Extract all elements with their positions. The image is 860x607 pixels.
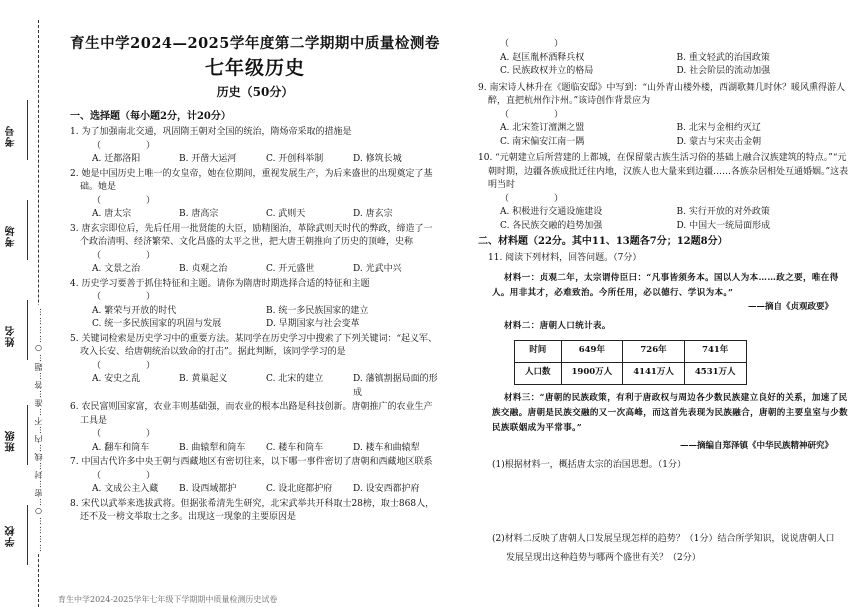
question-text: 9. 南宋诗人林升在《题临安邸》中写到：“山外青山楼外楼，西湖歌舞几时休？暖风熏得游人醉，直把杭州作汴州。”该诗创作背景应为 <box>478 82 846 106</box>
field-school: 学校 <box>6 525 17 547</box>
question-text: 2. 她是中国历史上唯一的女皇帝，她在位期间，重视发展生产，为后来盛世的出现奠定了基础。她是 <box>70 168 433 192</box>
answer-blank: （ ） <box>92 360 156 371</box>
question-6 <box>70 401 440 455</box>
option: D. 耧车和曲辕犁 <box>353 442 420 453</box>
material-one: 材料一：贞观二年，太宗谓侍臣曰：“凡事皆须务本。国以人为本……政之要，唯在得人。用非其才，必难致治。今所任用，必以德行、学识为本。” <box>492 273 839 298</box>
option: D. 蒙古与宋夹击金朝 <box>676 136 762 147</box>
option: B. 统一多民族国家的建立 <box>266 305 369 316</box>
field-line <box>27 300 28 360</box>
option: B. 设西域都护 <box>179 484 237 494</box>
sub-question-2-continued: 发展呈现出这种趋势与哪两个盛世有关？（2分） <box>506 553 701 563</box>
question-text: 6. 农民富则国家富，农业丰则基础强，而农业的根本出路是科技创新。唐朝推广的农业生产工具是 <box>70 402 433 426</box>
option: A. 文成公主入藏 <box>92 484 159 494</box>
table-cell: 4141万人 <box>623 362 685 384</box>
question-4 <box>70 278 440 332</box>
answer-blank: （ ） <box>500 39 564 49</box>
option: D. 中国大一统局面形成 <box>676 220 771 231</box>
material-three-source: ——摘编自郑泽镇《中华民族精神研究》 <box>679 440 833 451</box>
option: A. 文景之治 <box>92 264 141 274</box>
question-text: 4. 历史学习要善于抓住特征和主题。请你为隋唐时期选择合适的特征和主题 <box>70 278 370 289</box>
option: B. 贞观之治 <box>179 264 228 274</box>
option: C. 耧车和筒车 <box>266 442 324 453</box>
options-row <box>70 442 440 456</box>
option: B. 北宋与金相约灭辽 <box>676 123 761 133</box>
field-exam-number: 考号 <box>6 125 17 147</box>
section-choice-heading: 一、选择题（每小题2分，计20分） <box>70 110 231 122</box>
answer-blank: （ ） <box>92 429 156 439</box>
options-row <box>478 122 853 149</box>
sub-question-1: (1)根据材料一，概括唐太宗的治国思想。（1分） <box>492 460 686 470</box>
left-column <box>70 0 440 526</box>
table-header: 741年 <box>684 340 746 362</box>
options-row <box>70 263 440 277</box>
option: A. 唐太宗 <box>92 209 132 219</box>
option: B. 开凿大运河 <box>179 154 237 164</box>
material-two: 材料二：唐朝人口统计表。 <box>504 320 611 331</box>
option: B. 实行开放的对外政策 <box>676 207 770 217</box>
paper-grade: 七年级历史 <box>204 56 305 79</box>
option: A. 繁荣与开放的时代 <box>92 305 177 316</box>
option: C. 北宋的建立 <box>266 374 324 384</box>
answer-blank: （ ） <box>92 292 156 302</box>
section-material-heading: 二、材料题（22分。其中11、13题各7分；12题8分） <box>478 236 728 247</box>
answer-blank: （ ） <box>92 140 156 151</box>
option: C. 设北庭都护府 <box>266 484 333 494</box>
question-3 <box>70 223 440 277</box>
paper-title: 育生中学2024—2025学年度第二学期期中质量检测卷 <box>70 35 440 52</box>
field-line <box>27 405 28 465</box>
right-column <box>478 0 853 566</box>
question-text: 3. 唐玄宗即位后，先后任用一批贤能的大臣，励精图治，革除武则天时代的弊政，缔造了一个政治清明、经济繁荣、文化昌盛的太平之世，把大唐王朝推向了历史的顶峰，史称 <box>70 223 433 247</box>
answer-blank: （ ） <box>92 250 156 261</box>
material-one-source: ——摘自《贞观政要》 <box>747 302 833 312</box>
choice-questions-continued <box>478 82 853 234</box>
page-footer: 育生中学2024-2025学年七年级下学期期中质量检测历史试卷 <box>58 595 278 604</box>
field-line <box>27 100 28 160</box>
option: A. 北宋签订澶渊之盟 <box>500 123 585 133</box>
options-row <box>478 206 853 233</box>
question-text: 7. 中国古代许多中央王朝与西藏地区有密切往来，以下哪一事件密切了唐朝和西藏地区联系 <box>70 457 433 467</box>
table-cell: 人口数 <box>515 362 562 384</box>
sub-question-2: (2)材料二反映了唐朝人口发展呈现怎样的趋势？（1分）结合所学知识，说说唐朝人口 <box>492 533 835 544</box>
option: A. 翻车和筒车 <box>92 442 150 453</box>
table-header: 649年 <box>561 340 623 362</box>
answer-blank: （ ） <box>92 470 156 481</box>
option: A. 赵匡胤杯酒释兵权 <box>500 52 585 63</box>
field-line <box>27 200 28 260</box>
answer-blank: （ ） <box>500 193 564 204</box>
option: A. 安史之乱 <box>92 374 141 384</box>
table-header: 时间 <box>515 340 562 362</box>
material-three: 材料三：“唐朝的民族政策，有利于唐政权与周边各少数民族建立良好的关系，加速了民族交融。唐朝是民族交融的又一次高峰，而这首先表现为民族融合，唐朝的主要皇室与少数民族联姻成为平常事。” <box>492 392 849 433</box>
option: C. 开创科举制 <box>266 154 324 164</box>
option: C. 各民族交融的趋势加强 <box>500 220 603 231</box>
question-text: 8. 宋代以武举来选拔武将。但据张希清先生研究，北宋武举共开科取士28榜，取士868人，还不及一榜文举取士之多。出现这一现象的主要原因是 <box>70 498 435 522</box>
question-text: 10. “元朝建立后所营建的上都城，在保留蒙古族生活习俗的基础上融合汉族建筑的特点。”“元朝时期，边疆各族成批迁往内地，汉族人也大量来到边疆……各族杂居相处互通婚姻。”这表明当时 <box>478 153 849 190</box>
table-cell: 4531万人 <box>684 362 746 384</box>
option: C. 开元盛世 <box>266 264 315 274</box>
option: B. 曲辕犁和筒车 <box>179 442 246 453</box>
field-line <box>27 505 28 565</box>
question-5 <box>70 333 440 401</box>
field-exam-room: 考场 <box>6 225 17 247</box>
options-row <box>70 373 440 400</box>
question-9 <box>478 82 853 150</box>
option: C. 民族政权并立的格局 <box>500 66 594 76</box>
option: A. 迁都洛阳 <box>92 154 141 164</box>
question-11: 11. 阅读下列材料，回答问题。（7分） <box>488 252 642 263</box>
question-1 <box>70 126 440 167</box>
seal-note: …………○…密…封…线…内…不…准…答…题…○………… <box>34 307 43 552</box>
option: B. 重文轻武的治国政策 <box>676 52 770 63</box>
question-8 <box>70 498 440 525</box>
field-name: 姓名 <box>6 325 17 347</box>
option: D. 藩镇割据局面的形成 <box>353 374 438 398</box>
table-header: 726年 <box>623 340 685 362</box>
question-text: 1. 为了加强南北交通，巩固隋王朝对全国的统治，隋炀帝采取的措施是 <box>70 127 352 137</box>
option: D. 唐玄宗 <box>353 209 393 219</box>
option: C. 南宋偏安江南一隅 <box>500 136 585 147</box>
question-7 <box>70 456 440 497</box>
option: A. 积极进行交通设施建设 <box>500 207 603 217</box>
option: D. 光武中兴 <box>353 264 402 274</box>
option: C. 武则天 <box>266 209 306 219</box>
options-row <box>70 208 440 222</box>
choice-questions <box>70 126 440 525</box>
option: D. 早期国家与社会变革 <box>266 319 360 329</box>
field-class: 班级 <box>6 430 17 452</box>
table-cell: 1900万人 <box>561 362 623 384</box>
options-row <box>70 305 440 332</box>
option: D. 修筑长城 <box>353 154 402 164</box>
option: B. 黄巢起义 <box>179 374 228 384</box>
question-10 <box>478 152 853 233</box>
question-text: 5. 关键词检索是历史学习中的重要方法。某同学在历史学习中搜索了下列关键词：“起义军、攻入长安、给唐朝统治以致命的打击”。据此判断，该同学学习的是 <box>70 333 438 357</box>
options-row <box>70 153 440 167</box>
binding-strip <box>0 0 62 607</box>
paper-subtitle: 历史（50分） <box>216 85 294 99</box>
question-2 <box>70 168 440 222</box>
q8-options <box>478 52 853 79</box>
population-table <box>514 340 747 385</box>
option: C. 统一多民族国家的巩固与发展 <box>92 319 222 329</box>
answer-blank: （ ） <box>500 109 564 120</box>
answer-blank: （ ） <box>92 195 156 206</box>
options-row <box>70 483 440 497</box>
option: D. 设安西都护府 <box>353 484 420 494</box>
option: D. 社会阶层的流动加强 <box>676 66 771 76</box>
option: B. 唐高宗 <box>179 209 219 219</box>
